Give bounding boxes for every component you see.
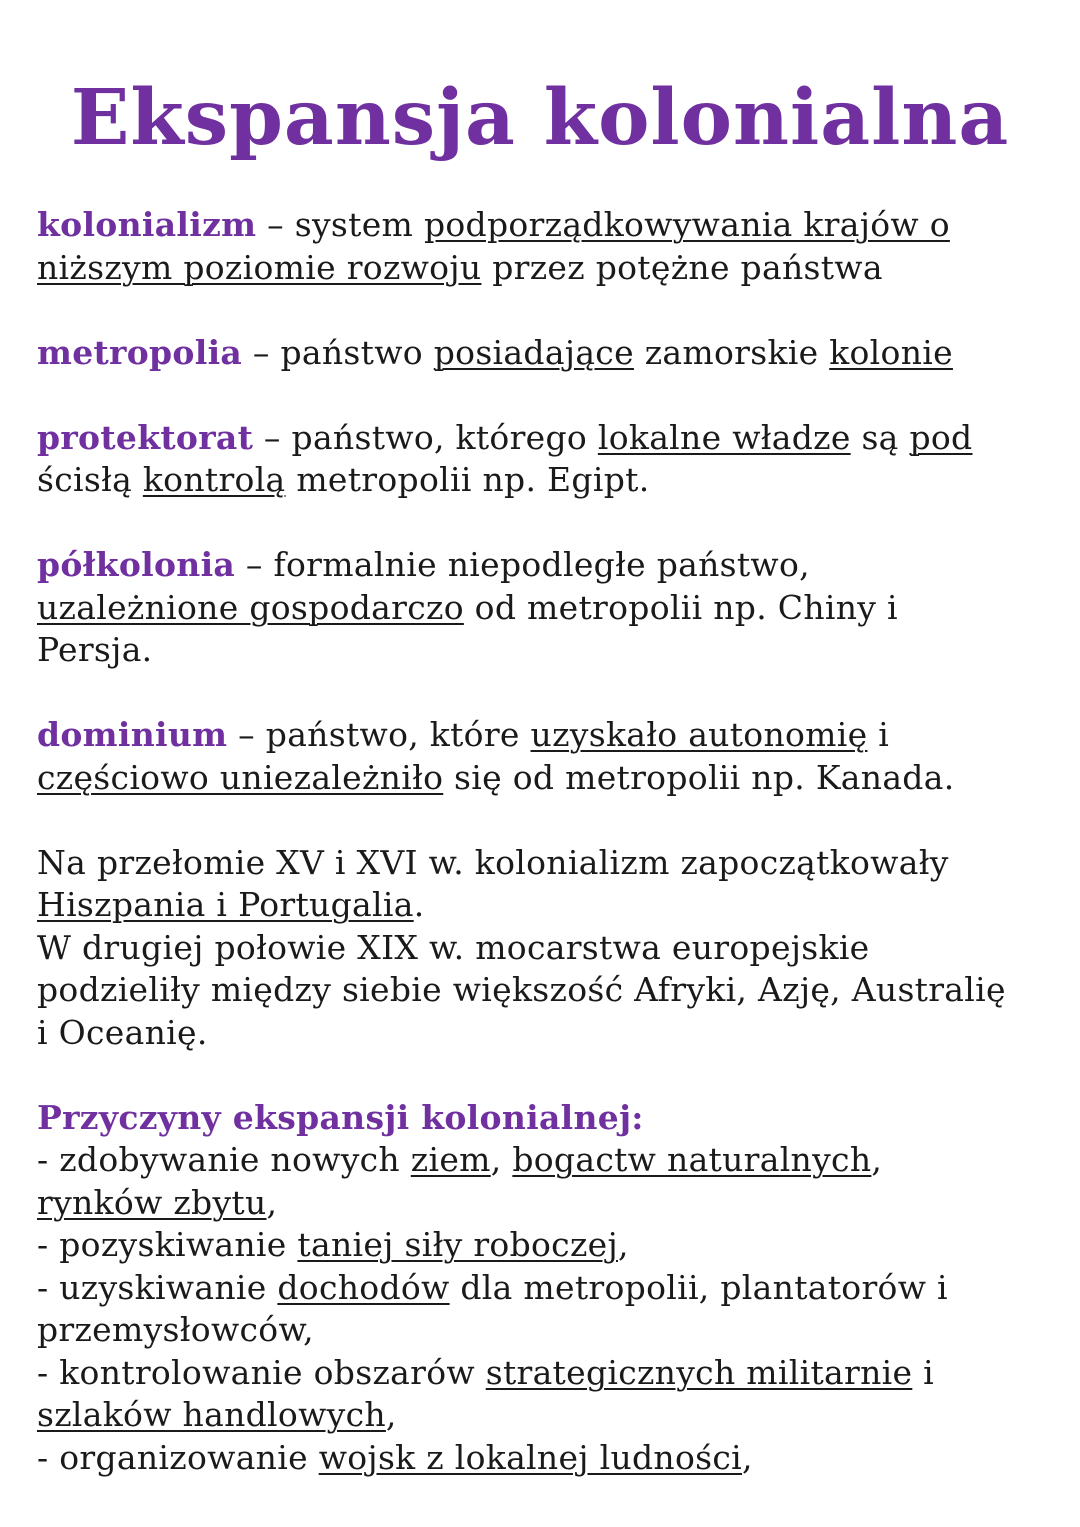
causes-section: Przyczyny ekspansji kolonialnej: - zdobywanie nowych ziem, bogactw naturalnych, rynków zbytu, - pozyskiwanie taniej siły roboczej, - uzyskiwanie dochodów dla metropolii, plantatorów i przemysłowców, - kontrolowanie obszarów strategicznych militarnie i szlaków handlowych, - organizowanie wojsk z lokalnej ludności, [37,1097,1057,1480]
underlined-text: uzależnione gospodarczo [37,587,464,627]
underlined-text: dochodów [277,1267,450,1307]
note-content [37,204,1057,1479]
term-metropolia: metropolia [37,332,243,372]
underlined-text: pod [909,417,973,457]
definition-polkolonia: półkolonia – formalnie niepodległe państwo, uzależnione gospodarczo od metropolii np. Chiny i Persja. [37,545,898,669]
underlined-text: wojsk z lokalnej ludności [318,1437,743,1477]
underlined-text: posiadające [433,332,634,372]
list-item: - zdobywanie nowych ziem, bogactw naturalnych, [37,1140,883,1179]
term-dominium: dominium [37,715,228,754]
underlined-text: kolonie [829,332,953,372]
underlined-text: bogactw naturalnych [512,1140,872,1179]
definition-kolonializm: kolonializm – system podporządkowywania krajów o niższym poziomie rozwoju przez potężne państwa [37,205,950,287]
underlined-text: kontrolą [142,460,286,499]
underlined-text: częściowo uniezależniło [37,757,444,797]
definition-metropolia: metropolia – państwo posiadające zamorskie kolonie [37,332,953,372]
underlined-text: podporządkowywania krajów o [423,205,950,244]
list-item: - kontrolowanie obszarów strategicznych militarnie i [37,1352,934,1392]
list-item: - uzyskiwanie dochodów dla metropolii, plantatorów i [37,1267,948,1307]
underlined-text: lokalne władze [597,417,851,457]
underlined-text: szlaków handlowych [37,1395,386,1434]
list-item: - organizowanie wojsk z lokalnej ludności, [37,1437,753,1477]
underlined-text: niższym poziomie rozwoju [37,247,482,287]
term-polkolonia: półkolonia [37,545,236,584]
term-kolonializm: kolonializm [37,205,257,244]
list-item: - pozyskiwanie taniej siły roboczej, [37,1225,629,1264]
underlined-text: Hiszpania i Portugalia [37,885,414,924]
definition-dominium: dominium – państwo, które uzyskało autonomię i częściowo uniezależniło się od metropolii np. Kanada. [37,715,955,797]
underlined-text: taniej siły roboczej [297,1225,618,1264]
underlined-text: ziem [410,1140,491,1179]
term-protektorat: protektorat [37,417,254,457]
causes-heading: Przyczyny ekspansji kolonialnej: [37,1097,644,1137]
history-paragraph: Na przełomie XV i XVI w. kolonializm zapoczątkowały Hiszpania i Portugalia. W drugiej połowie XIX w. mocarstwa europejskie podzieliły między siebie większość Afryki, Azję, Australię i Oceanię. [37,842,1006,1052]
underlined-text: rynków zbytu [37,1182,267,1222]
page-title: Ekspansja kolonialna [70,73,1010,163]
definition-protektorat: protektorat – państwo, którego lokalne władze są pod ścisłą kontrolą metropolii np. Egipt. [37,417,973,499]
underlined-text: uzyskało autonomię [530,715,868,754]
underlined-text: strategicznych militarnie [485,1352,913,1392]
